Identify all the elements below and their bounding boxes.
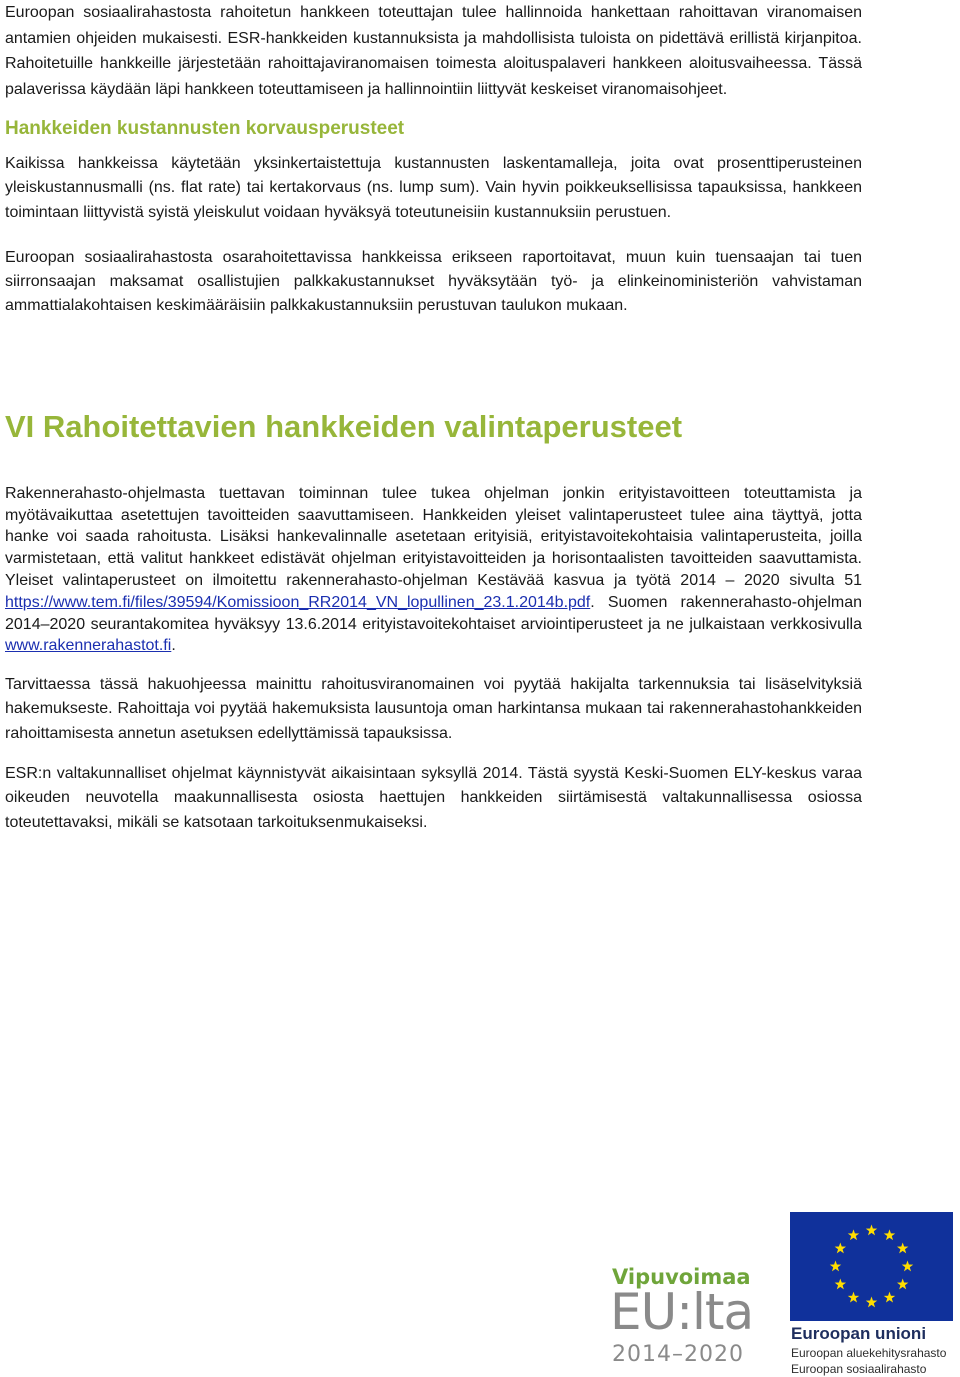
criteria-text-b: . Suomen rakennerahasto-ohjelman 2014–2020 seurantakomitea hyväksyy 13.6.2014 erityistavoitekohtaiset arviointiperusteet ja ne julkaistaan verkkosivulla xyxy=(5,593,862,633)
eu-star xyxy=(902,1261,913,1272)
ohjelma-pdf-link[interactable]: https://www.tem.fi/files/39594/Komissioon_RR2014_VN_lopullinen_23.1.2014b.pdf xyxy=(5,593,591,611)
vipuvoimaa-main: EU:lta xyxy=(610,1283,754,1341)
criteria-text-c: . xyxy=(171,637,176,655)
eu-flag-icon xyxy=(790,1212,953,1321)
eu-star xyxy=(897,1243,908,1254)
costs-paragraph-1: Kaikissa hankkeissa käytetään yksinkertaistettuja kustannusten laskentamalleja, joita ovat prosenttiperusteinen yleiskustannusmalli (ns. flat rate) tai kertakorvaus (ns. lump sum). Vain hyvin poikkeuksellisissa tapauksissa, hankkeen toimintaan liittyvistä syistä yleiskulut voidaan hyväksyä toteutuneisiin kustannuksiin perustuen. xyxy=(5,155,862,221)
eu-union-label: Euroopan unioni xyxy=(791,1324,927,1343)
vipuvoimaa-title: Vipuvoimaa xyxy=(612,1265,751,1289)
eu-star xyxy=(835,1279,846,1290)
eu-star xyxy=(848,1229,859,1240)
eu-star xyxy=(884,1292,895,1303)
document-body xyxy=(5,0,862,835)
eu-star xyxy=(884,1229,895,1240)
vipuvoimaa-logo xyxy=(610,1265,760,1370)
criteria-text-a: Rakennerahasto-ohjelmasta tuettavan toiminnan tulee tukea ohjelman jonkin erityistavoitteen toteuttamista ja myötävaikuttaa asetettujen tavoitteiden saavuttamiseen. Hankkeiden yleiset valintaperusteet tulee aina täyttyä, jotta hanke voi saada rahoitusta. Lisäksi hankevalinnalle asetetaan erityisiä, erityistavoitekohtaisia valintaperusteita, joilla varmistetaan, että valitut hankkeet edistävät ohjelman erityistavoitteiden ja horisontaalisten tavoitteiden saavuttamista. Yleiset valintaperusteet on ilmoitettu rakennerahasto-ohjelman Kestävää kasvua ja työtä 2014 – 2020 sivulta 51 xyxy=(5,484,862,589)
criteria-paragraph-3: ESR:n valtakunnalliset ohjelmat käynnistyvät aikaisintaan syksyllä 2014. Tästä syystä Keski-Suomen ELY-keskus varaa oikeuden neuvotella maakunnallisesta osiosta haettujen hankkeiden siirtämisestä valtakunnallisessa osiossa toteutettavaksi, mikäli se katsotaan tarkoituksenmukaiseksi. xyxy=(5,765,862,831)
eu-star xyxy=(830,1261,841,1272)
chapter-heading: VI Rahoitettavien hankkeiden valintaperusteet xyxy=(5,408,683,444)
eu-star xyxy=(848,1292,859,1303)
eu-star xyxy=(835,1243,846,1254)
eu-fund-label-2: Euroopan sosiaalirahasto xyxy=(791,1362,927,1376)
eu-stars-icon xyxy=(790,1212,953,1321)
eu-star xyxy=(866,1225,877,1236)
intro-paragraph: Euroopan sosiaalirahastosta rahoitetun hankkeen toteuttajan tulee hallinnoida hankettaan rahoittavan viranomaisen antamien ohjeiden mukaisesti. ESR-hankkeiden kustannuksista ja mahdollisista tuloista on pidettävä erillistä kirjanpitoa. Rahoitetuille hankkeille järjestetään rahoittajaviranomaisen toimesta aloituspalaveri hankkeen aloitusvaiheessa. Tässä palaverissa käydään läpi hankkeen toteuttamiseen ja hallinnointiin liittyvät keskeiset viranomaisohjeet. xyxy=(5,4,862,98)
criteria-paragraph-1 xyxy=(5,483,862,657)
eu-star xyxy=(897,1279,908,1290)
eu-logo xyxy=(790,1212,960,1376)
rakennerahastot-link[interactable]: www.rakennerahastot.fi xyxy=(5,637,172,655)
section-heading-costs: Hankkeiden kustannusten korvausperusteet xyxy=(5,118,405,139)
eu-star xyxy=(866,1297,877,1308)
criteria-paragraph-2: Tarvittaessa tässä hakuohjeessa mainittu rahoitusviranomainen voi pyytää hakijalta tarkennuksia tai lisäselvityksiä hakemukseste. Rahoittaja voi pyytää hakemuksista lausuntoja oman harkintansa mukaan tai rakennerahastohankkeiden rahoittamisesta annetun asetuksen edellyttämissä tapauksissa. xyxy=(5,676,862,742)
costs-paragraph-2: Euroopan sosiaalirahastosta osarahoitettavissa hankkeissa erikseen raportoitavat, muun kuin tuensaajan tai tuen siirronsaajan maksamat osallistujien palkkakustannukset hyväksytään työ- ja elinkeinoministeriön vahvistaman ammattialakohtaisen keskimääräisiin palkkakustannuksiin perustuvan taulukon mukaan. xyxy=(5,248,862,315)
eu-fund-label-1: Euroopan aluekehitysrahasto xyxy=(791,1346,947,1360)
vipuvoimaa-years: 2014–2020 xyxy=(612,1342,744,1367)
